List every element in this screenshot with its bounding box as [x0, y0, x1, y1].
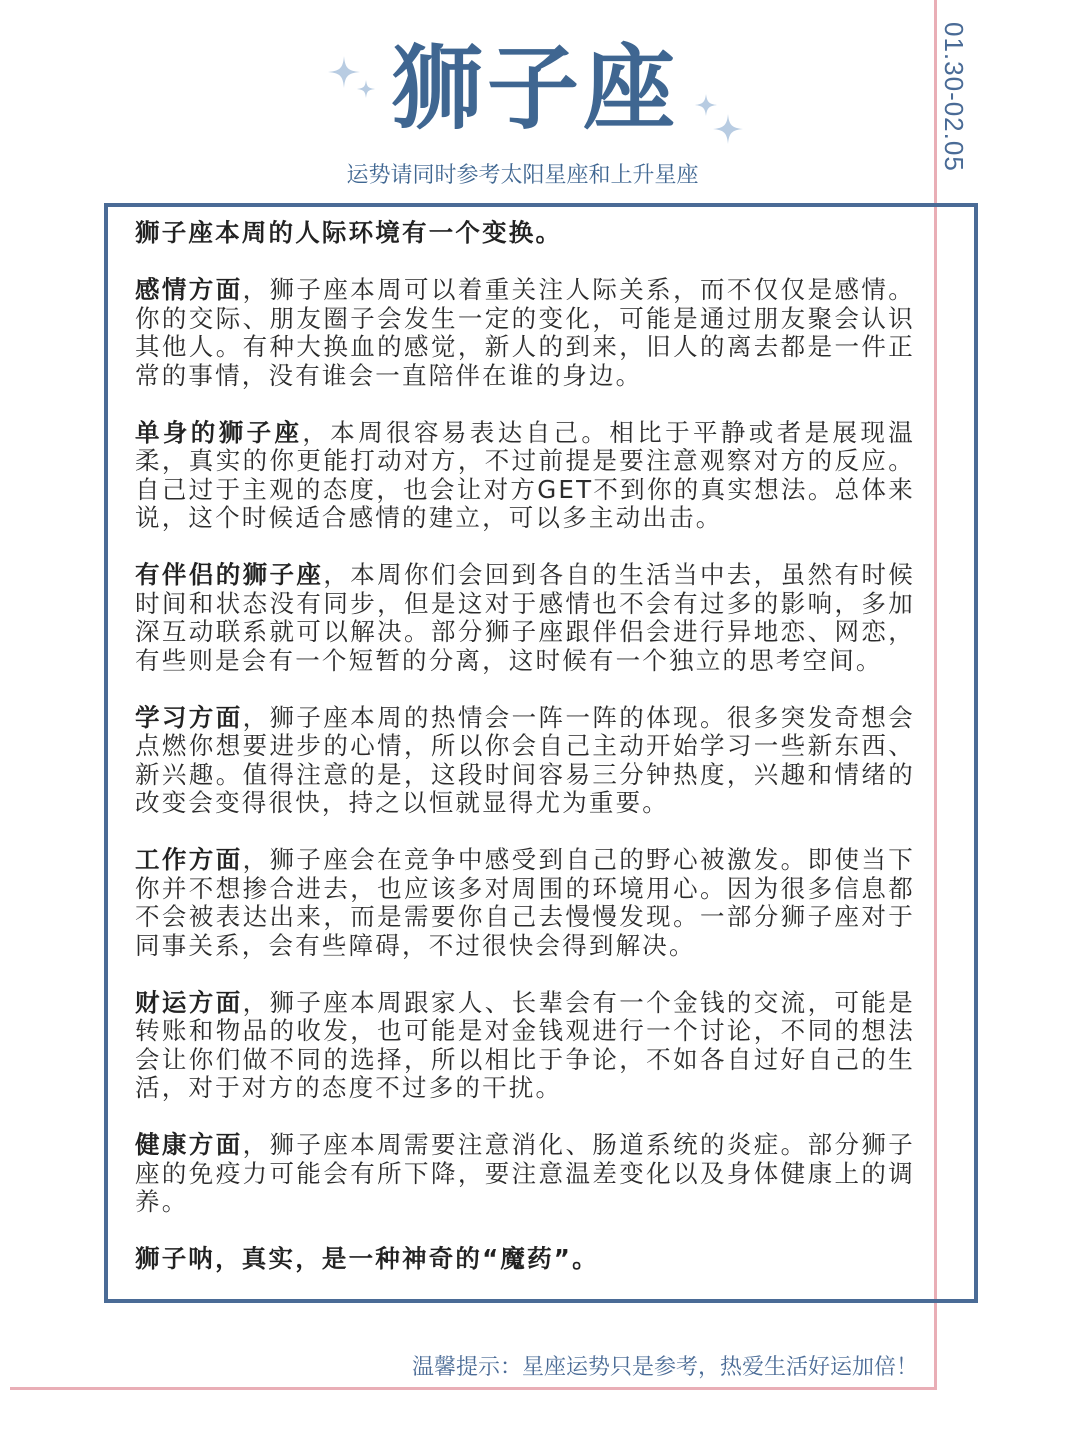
single-paragraph: 单身的狮子座，本周很容易表达自己。相比于平静或者是展现温柔，真实的你更能打动对方，不过前提是要注意观察对方的反应。自己过于主观的态度，也会让对方GET不到你的真实想法。总体来说，这个时候适合感情的建立，可以多主动出击。 [135, 417, 915, 532]
pink-horizontal-line [10, 1387, 937, 1390]
partnered-paragraph: 有伴侣的狮子座，本周你们会回到各自的生活当中去，虽然有时候时间和状态没有同步，但是这对于感情也不会有过多的影响，多加深互动联系就可以解决。部分狮子座跟伴侣会进行异地恋、网恋，有些则是会有一个短暂的分离，这时候有一个独立的思考空间。 [135, 560, 915, 675]
love-paragraph: 感情方面，狮子座本周可以着重关注人际关系，而不仅仅是感情。你的交际、朋友圈子会发生一定的变化，可能是通过朋友聚会认识其他人。有种大换血的感觉，新人的到来，旧人的离去都是一件正常的事情，没有谁会一直陪伴在谁的身边。 [135, 275, 915, 390]
section-heading: 学习方面 [135, 702, 243, 732]
section-heading: 感情方面 [135, 275, 243, 304]
health-paragraph: 健康方面，狮子座本周需要注意消化、肠道系统的炎症。部分狮子座的免疫力可能会有所下降，要注意温差变化以及身体健康上的调养。 [135, 1130, 915, 1216]
section-heading: 单身的狮子座 [135, 417, 303, 447]
page-subtitle: 运势请同时参考太阳星座和上升星座 [346, 163, 699, 188]
intro-paragraph: 狮子座本周的人际环境有一个变换。 [135, 218, 563, 247]
study-paragraph: 学习方面，狮子座本周的热情会一阵一阵的体现。很多突发奇想会点燃你想要进步的心情，所以你会自己主动开始学习一些新东西、新兴趣。值得注意的是，这段时间容易三分钟热度，兴趣和情绪的改变会变得很快，持之以恒就显得尤为重要。 [135, 702, 915, 817]
date-range: 01.30-02.05 [939, 22, 969, 172]
section-heading: 健康方面 [135, 1130, 243, 1159]
horoscope-content [135, 219, 915, 1302]
section-heading: 有伴侣的狮子座 [135, 560, 324, 589]
footer-tip: 温馨提示：星座运势只是参考，热爱生活好运加倍！ [411, 1355, 918, 1380]
page-title: 狮子座 [390, 35, 679, 142]
work-paragraph: 工作方面，狮子座会在竞争中感受到自己的野心被激发。即使当下你并不想掺合进去，也应该多对周围的环境用心。因为很多信息都不会被表达出来，而是需要你自己去慢慢发现。一部分狮子座对于同事关系，会有些障碍，不过很快会得到解决。 [135, 845, 915, 960]
section-heading: 工作方面 [135, 845, 243, 874]
closing-paragraph: 狮子呐，真实，是一种神奇的“魔药”。 [135, 1244, 599, 1273]
section-heading: 财运方面 [135, 987, 243, 1017]
wealth-paragraph: 财运方面，狮子座本周跟家人、长辈会有一个金钱的交流，可能是转账和物品的收发，也可能是对金钱观进行一个讨论，不同的想法会让你们做不同的选择，所以相比于争论，不如各自过好自己的生活，对于对方的态度不过多的干扰。 [135, 987, 915, 1102]
